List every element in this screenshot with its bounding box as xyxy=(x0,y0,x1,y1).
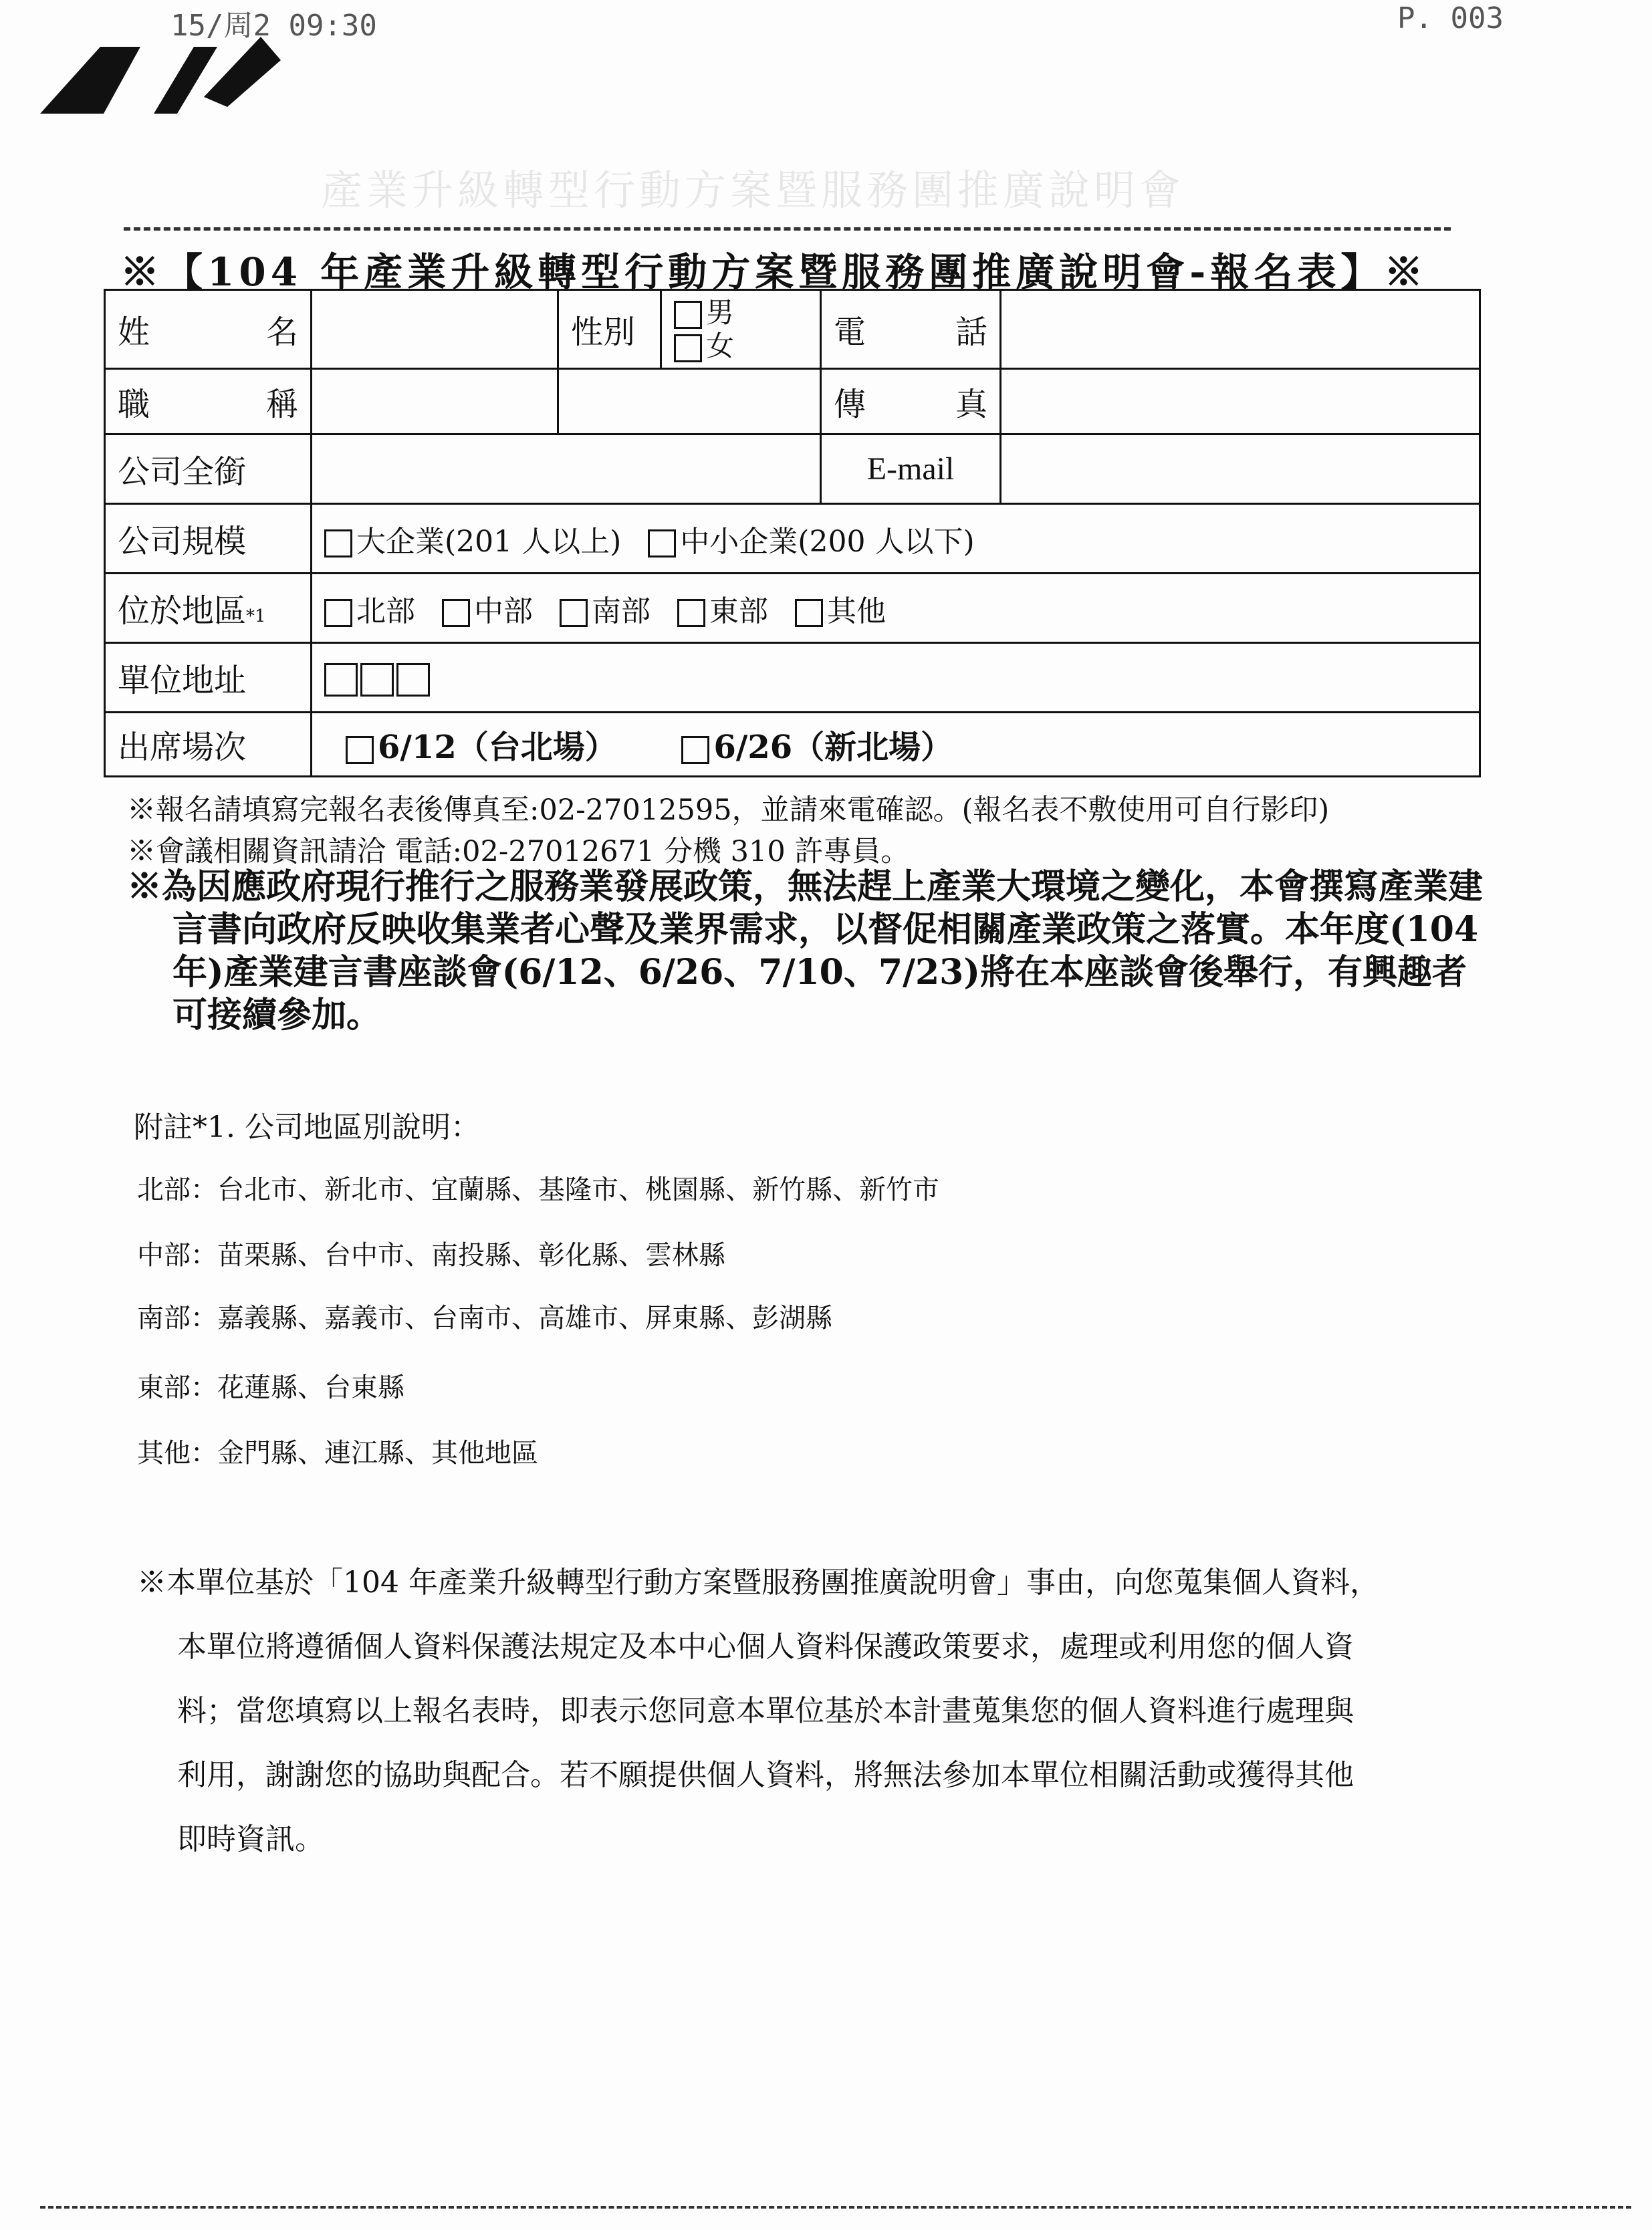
scale-option-sme[interactable]: 中小企業(200 人以下) xyxy=(648,525,974,559)
name-label: 姓 名 xyxy=(105,290,312,369)
region-option-north[interactable]: 北部 xyxy=(324,594,415,628)
appendix-title: 附註*1. 公司地區別說明： xyxy=(134,1110,480,1144)
address-label: 單位地址 xyxy=(105,643,312,713)
fax-field[interactable] xyxy=(1001,369,1480,435)
region-options xyxy=(312,574,1480,643)
checkbox-icon xyxy=(681,736,709,764)
name-field[interactable] xyxy=(312,290,558,369)
gender-option-female[interactable]: 女 xyxy=(674,330,808,363)
session-option-new-taipei[interactable]: 6/26（新北場） xyxy=(681,729,953,766)
scale-option-large[interactable]: 大企業(201 人以上) xyxy=(324,525,621,559)
privacy-line: 本單位將遵循個人資料保護法規定及本中心個人資料保護政策要求，處理或利用您的個人資 xyxy=(177,1630,1354,1664)
region-row-south: 南部：嘉義縣、嘉義市、台南市、高雄市、屏東縣、彭湖縣 xyxy=(137,1303,832,1334)
region-option-south[interactable]: 南部 xyxy=(560,594,651,628)
checkbox-icon xyxy=(346,736,374,764)
privacy-line: 即時資訊。 xyxy=(177,1822,324,1856)
form-title: ※【104 年產業升級轉型行動方案暨服務團推廣說明會-報名表】※ xyxy=(120,249,1428,295)
job-title-field[interactable] xyxy=(312,369,558,435)
region-row-north: 北部：台北市、新北市、宜蘭縣、基隆市、桃園縣、新竹縣、新竹市 xyxy=(137,1174,939,1205)
job-title-field-extra[interactable] xyxy=(558,369,821,435)
gender-option-male[interactable]: 男 xyxy=(674,296,808,330)
region-row-east: 東部：花蓮縣、台東縣 xyxy=(137,1372,404,1403)
address-field[interactable] xyxy=(312,643,1480,713)
fax-timestamp: 15/周2 09:30 xyxy=(170,9,377,43)
company-name-label: 公司全銜 xyxy=(105,435,312,504)
fax-instruction-note: ※報名請填寫完報名表後傳真至:02-27012595，並請來電確認。(報名表不敷使用可自行影印) xyxy=(127,793,1330,827)
fax-page-number: P. 003 xyxy=(1397,1,1504,35)
checkbox-icon xyxy=(648,529,676,558)
contact-note: ※會議相關資訊請洽 電話:02-27012671 分機 310 許專員。 xyxy=(127,835,910,868)
region-row-central: 中部：苗栗縣、台中市、南投縣、彰化縣、雲林縣 xyxy=(137,1240,725,1271)
checkbox-icon xyxy=(324,599,352,627)
registration-form-table xyxy=(104,289,1481,777)
checkbox-icon xyxy=(674,334,702,362)
dashed-divider xyxy=(124,227,1451,231)
checkbox-icon xyxy=(674,301,702,329)
checkbox-icon xyxy=(677,599,705,627)
privacy-statement xyxy=(137,1551,1481,1872)
gender-label: 性別 xyxy=(558,290,661,369)
faded-background-title: 產業升級轉型行動方案暨服務團推廣說明會 xyxy=(321,166,1185,215)
fax-label: 傳 真 xyxy=(821,369,1001,435)
region-row-other: 其他：金門縣、連江縣、其他地區 xyxy=(137,1438,538,1469)
gender-options xyxy=(661,290,821,369)
region-option-other[interactable]: 其他 xyxy=(795,594,886,628)
checkbox-icon xyxy=(442,599,470,627)
session-label: 出席場次 xyxy=(105,713,312,777)
company-scale-options xyxy=(312,504,1480,574)
company-scale-label: 公司規模 xyxy=(105,504,312,574)
region-label: 位於地區*1 xyxy=(105,574,312,643)
checkbox-icon xyxy=(795,599,823,627)
postal-code-box[interactable] xyxy=(324,663,358,697)
checkbox-icon xyxy=(560,599,588,627)
region-option-central[interactable]: 中部 xyxy=(442,594,533,628)
job-title-label: 職 稱 xyxy=(105,369,312,435)
phone-field[interactable] xyxy=(1001,290,1480,369)
industry-proposal-note: ※為因應政府現行推行之服務業發展政策，無法趕上產業大環境之變化，本會撰寫產業建言書向政府反映收集業者心聲及業界需求，以督促相關產業政策之落實。本年度(104 年)產業建言書座談會(6/12、6/26、7/10、7/23)將在本座談會後舉行，有興趣者可接續參加。 xyxy=(127,866,1484,1035)
postal-code-box[interactable] xyxy=(360,663,394,697)
logo-fragment xyxy=(40,33,281,114)
region-option-east[interactable]: 東部 xyxy=(677,594,768,628)
session-option-taipei[interactable]: 6/12（台北場） xyxy=(346,729,617,766)
postal-code-box[interactable] xyxy=(396,663,430,697)
email-label: E-mail xyxy=(821,435,1001,504)
session-options xyxy=(312,713,1480,777)
privacy-line: 利用，謝謝您的協助與配合。若不願提供個人資料，將無法參加本單位相關活動或獲得其他 xyxy=(177,1758,1354,1792)
bottom-divider xyxy=(40,2206,1631,2209)
checkbox-icon xyxy=(324,529,352,558)
company-name-field[interactable] xyxy=(312,435,821,504)
privacy-line: 料；當您填寫以上報名表時，即表示您同意本單位基於本計畫蒐集您的個人資料進行處理與 xyxy=(177,1694,1354,1728)
phone-label: 電 話 xyxy=(821,290,1001,369)
email-field[interactable] xyxy=(1001,435,1480,504)
privacy-line: ※本單位基於「104 年產業升級轉型行動方案暨服務團推廣說明會」事由，向您蒐集個人資料， xyxy=(137,1566,1379,1600)
